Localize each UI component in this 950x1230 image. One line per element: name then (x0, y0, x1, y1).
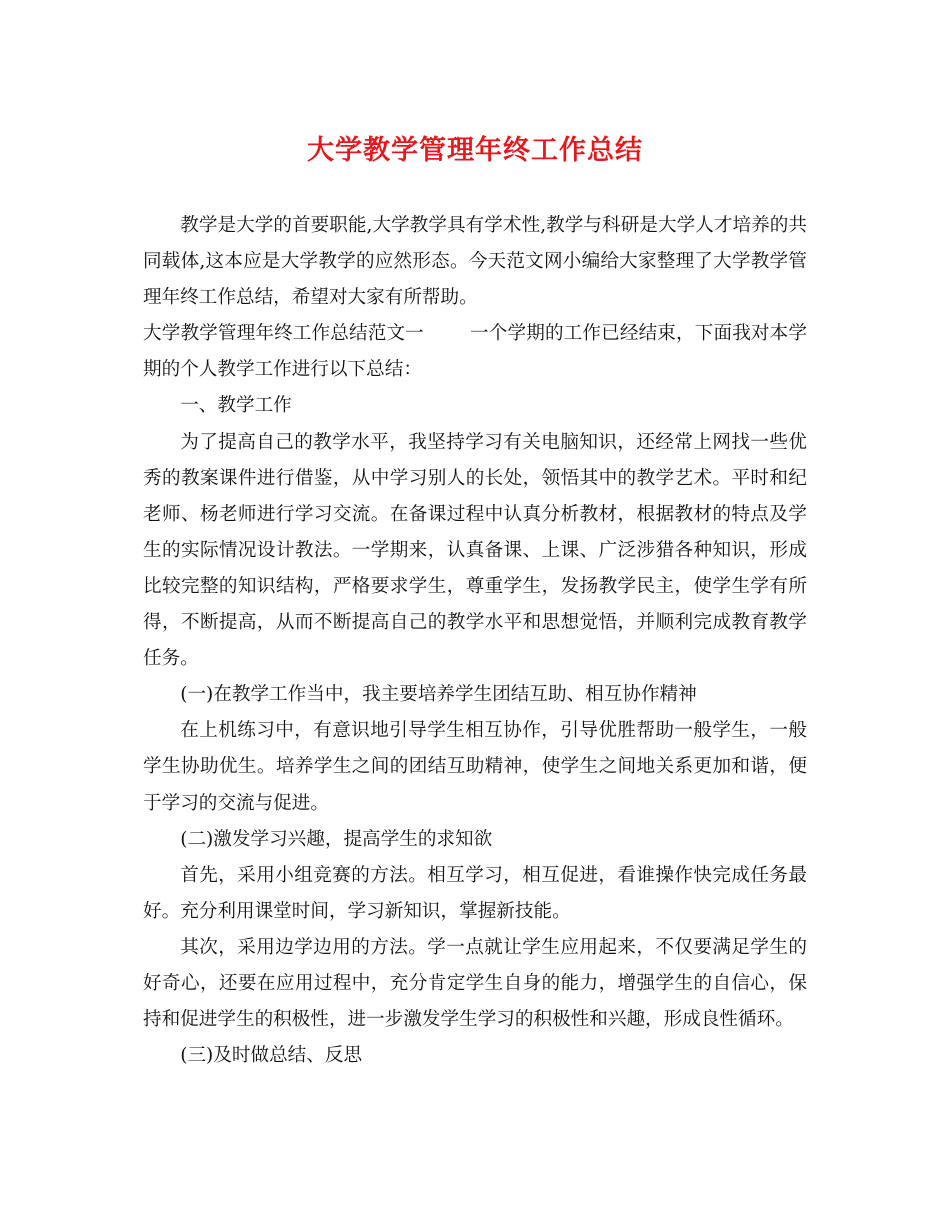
sample-paragraph (143, 316, 807, 388)
intro-paragraph: 教学是大学的首要职能,大学教学具有学术性,教学与科研是大学人才培养的共同载体,这本应是大学教学的应然形态。今天范文网小编给大家整理了大学教学管理年终工作总结，希望对大家有所帮助。 (143, 215, 807, 309)
document-title: 大学教学管理年终工作总结 (307, 135, 643, 166)
sample-heading: 大学教学管理年终工作总结范文一 (143, 323, 424, 345)
sub2-paragraph-1: 首先，采用小组竞赛的方法。相互学习，相互促进，看谁操作快完成任务最好。充分利用课堂时间，学习新知识，掌握新技能。 (143, 864, 807, 922)
section1-heading: 一、教学工作 (180, 395, 292, 417)
sub2-paragraph-2: 其次，采用边学边用的方法。学一点就让学生应用起来，不仅要满足学生的好奇心，还要在应用过程中，充分肯定学生自身的能力，增强学生的自信心，保持和促进学生的积极性，进一步激发学生学习的积极性和兴趣，形成良性循环。 (143, 936, 807, 1031)
section1-paragraph: 为了提高自己的教学水平，我坚持学习有关电脑知识，还经常上网找一些优秀的教案课件进行借鉴，从中学习别人的长处，领悟其中的教学艺术。平时和纪老师、杨老师进行学习交流。在备课过程中认真分析教材，根据教材的特点及学生的实际情况设计教法。一学期来，认真备课、上课、广泛涉猎各种知识，形成比较完整的知识结构，严格要求学生，尊重学生，发扬教学民主，使学生学有所得，不断提高，从而不断提高自己的教学水平和思想觉悟，并顺利完成教育教学任务。 (143, 431, 807, 670)
document-body (143, 208, 807, 1074)
sub2-heading: (二)激发学习兴趣，提高学生的求知欲 (180, 828, 493, 850)
sub1-paragraph: 在上机练习中，有意识地引导学生相互协作，引导优胜帮助一般学生，一般学生协助优生。培养学生之间的团结互助精神，使学生之间地关系更加和谐，便于学习的交流与促进。 (143, 720, 807, 814)
sub1-heading: (一)在教学工作当中，我主要培养学生团结互助、相互协作精神 (180, 684, 697, 706)
sample-intro: 一个学期的工作已经结束，下面我对本学期的个人教学工作进行以下总结： (143, 323, 807, 381)
sub3-heading: (三)及时做总结、反思 (180, 1045, 363, 1067)
